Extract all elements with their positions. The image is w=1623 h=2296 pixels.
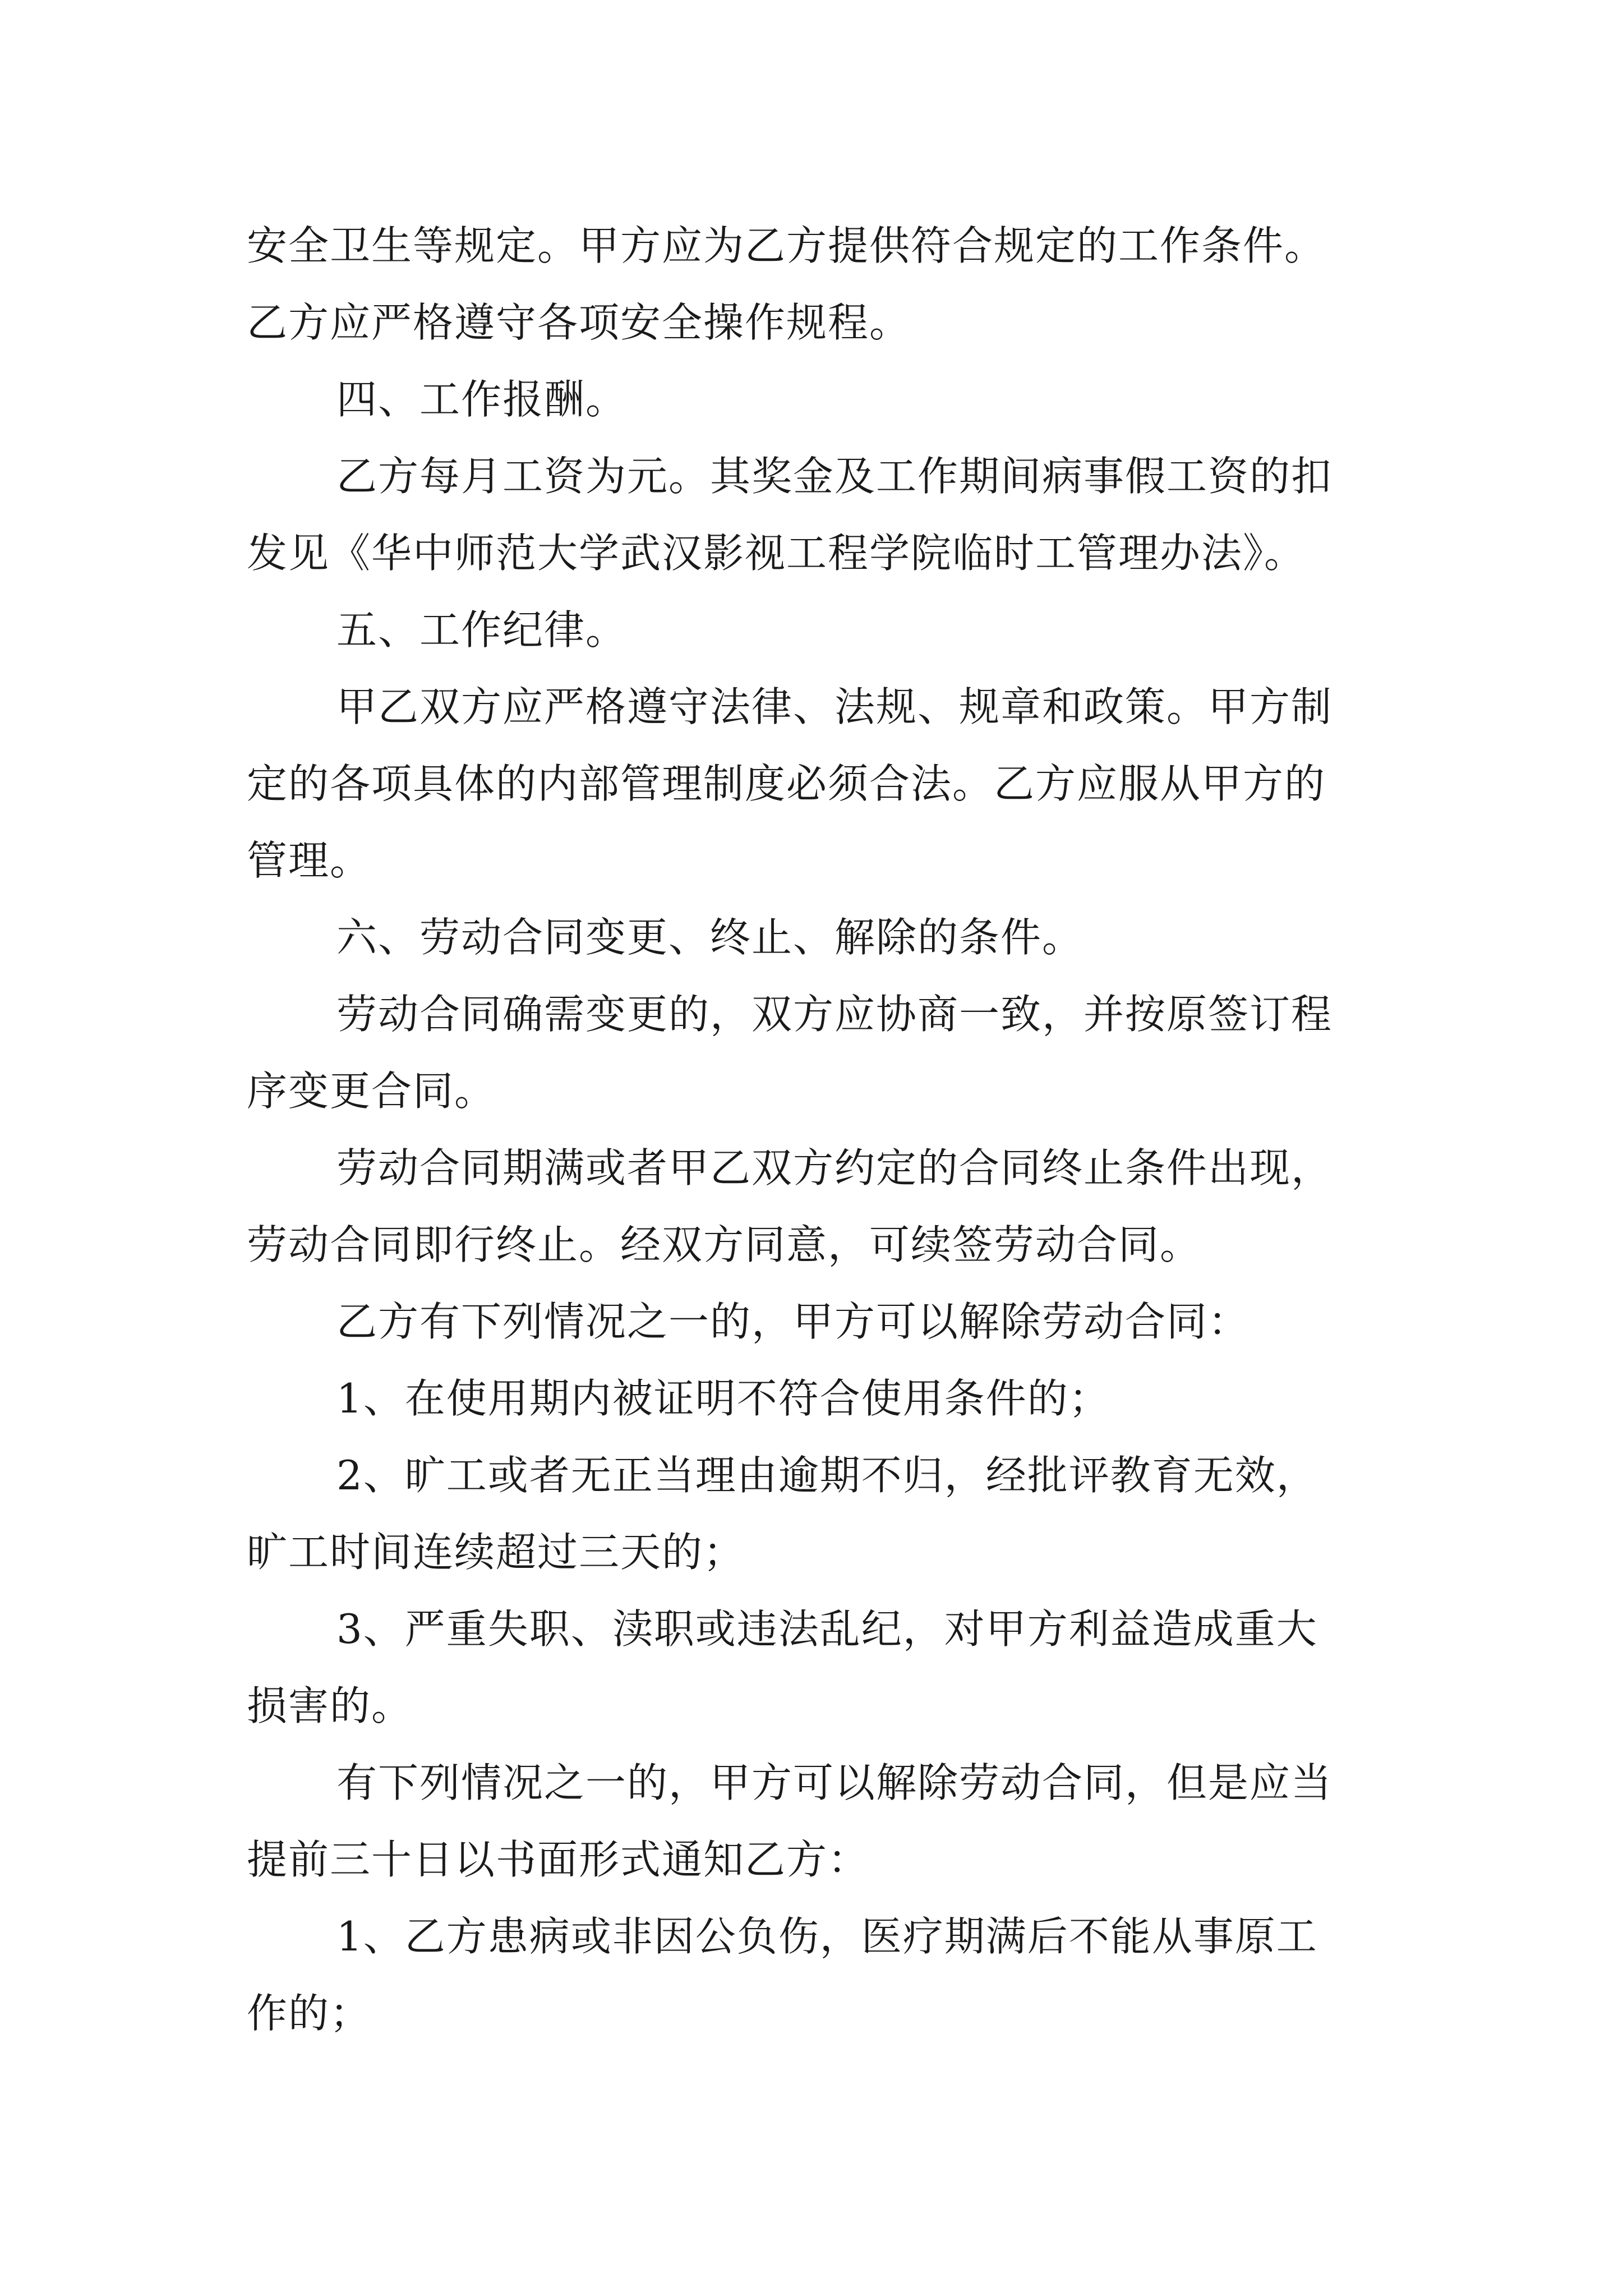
text-line: 安全卫生等规定。甲方应为乙方提供符合规定的工作条件。 bbox=[247, 222, 1326, 269]
text-line: 乙方有下列情况之一的，甲方可以解除劳动合同： bbox=[336, 1298, 1250, 1345]
text-line: 旷工时间连续超过三天的； bbox=[247, 1529, 745, 1576]
text-line: 有下列情况之一的，甲方可以解除劳动合同，但是应当 bbox=[336, 1759, 1333, 1806]
text-line: 甲乙双方应严格遵守法律、法规、规章和政策。甲方制 bbox=[336, 683, 1333, 730]
text-line: 管理。 bbox=[247, 837, 372, 884]
text-line: 乙方应严格遵守各项安全操作规程。 bbox=[247, 299, 911, 346]
text-line: 作的； bbox=[247, 1990, 372, 2037]
text-line: 损害的。 bbox=[247, 1682, 413, 1729]
list-item: 3、严重失职、渎职或违法乱纪，对甲方利益造成重大 bbox=[336, 1605, 1318, 1653]
document-page bbox=[247, 208, 1402, 2052]
text-line: 劳动合同期满或者甲乙双方约定的合同终止条件出现， bbox=[336, 1144, 1333, 1191]
text-line: 乙方每月工资为元。其奖金及工作期间病事假工资的扣 bbox=[336, 453, 1333, 500]
list-item: 1、乙方患病或非因公负伤，医疗期满后不能从事原工 bbox=[336, 1913, 1318, 1960]
section-heading: 四、工作报酬。 bbox=[336, 376, 628, 423]
list-item: 2、旷工或者无正当理由逾期不归，经批评教育无效， bbox=[336, 1452, 1318, 1499]
text-line: 劳动合同即行终止。经双方同意，可续签劳动合同。 bbox=[247, 1221, 1202, 1268]
section-heading: 六、劳动合同变更、终止、解除的条件。 bbox=[336, 914, 1084, 961]
text-line: 序变更合同。 bbox=[247, 1068, 496, 1115]
text-line: 提前三十日以书面形式通知乙方： bbox=[247, 1836, 870, 1883]
text-line: 定的各项具体的内部管理制度必须合法。乙方应服从甲方的 bbox=[247, 760, 1326, 807]
list-item: 1、在使用期内被证明不符合使用条件的； bbox=[336, 1375, 1110, 1422]
section-heading: 五、工作纪律。 bbox=[336, 606, 628, 654]
text-line: 劳动合同确需变更的，双方应协商一致，并按原签订程 bbox=[336, 991, 1333, 1038]
text-line: 发见《华中师范大学武汉影视工程学院临时工管理办法》。 bbox=[247, 530, 1306, 577]
